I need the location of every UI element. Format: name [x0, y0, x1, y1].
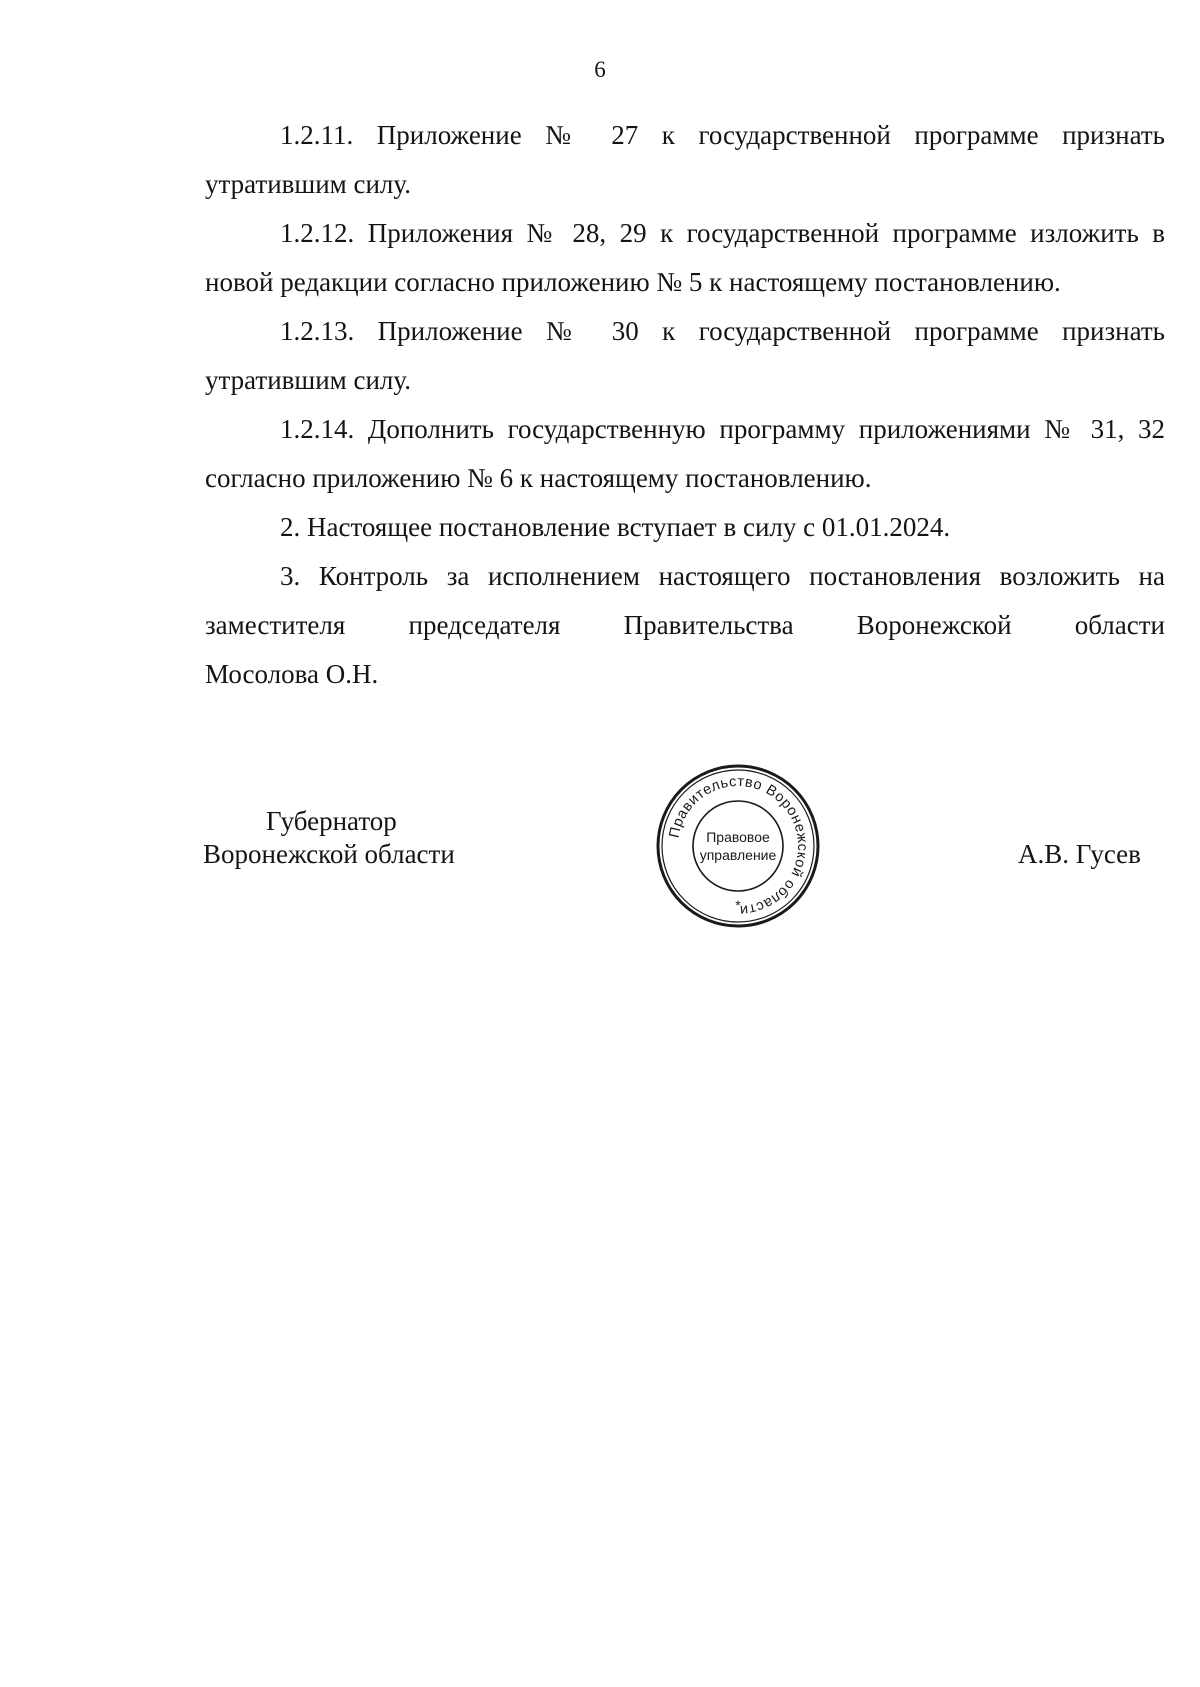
signatory-title — [203, 805, 455, 871]
stamp-star: * — [735, 897, 741, 913]
paragraph-2 — [205, 503, 1165, 552]
stamp-center-line1: Правовое — [706, 829, 770, 845]
paragraph-line: 2. Настоящее постановление вступает в силу с 01.01.2024. — [280, 512, 951, 542]
document-body — [205, 111, 1165, 699]
paragraph-line: утратившим силу. — [205, 169, 411, 199]
paragraph-1-2-12 — [205, 209, 1165, 307]
paragraph-1-2-14 — [205, 405, 1165, 503]
paragraph-line: 1.2.13. Приложение № 30 к государственной программе признать — [280, 316, 1165, 346]
paragraph-1-2-13 — [205, 307, 1165, 405]
paragraph-line: 3. Контроль за исполнением настоящего постановления возложить на — [280, 561, 1165, 591]
paragraph-line: 1.2.14. Дополнить государственную программу приложениями № 31, 32 — [280, 414, 1165, 444]
paragraph-line: 1.2.12. Приложения № 28, 29 к государственной программе изложить в — [280, 218, 1165, 248]
stamp-outer-text: Правительство Воронежской области — [666, 773, 811, 919]
paragraph-3 — [205, 552, 1165, 699]
signatory-title-line1: Губернатор — [266, 806, 397, 836]
page-number: 6 — [594, 57, 606, 82]
signatory-title-line2: Воронежской области — [203, 839, 455, 869]
paragraph-line: 1.2.11. Приложение № 27 к государственной программе признать — [280, 120, 1165, 150]
paragraph-line: новой редакции согласно приложению № 5 к настоящему постановлению. — [205, 267, 1061, 297]
paragraph-line: Мосолова О.Н. — [205, 659, 379, 689]
paragraph-line: утратившим силу. — [205, 365, 411, 395]
official-stamp — [654, 762, 822, 930]
stamp-center-line2: управление — [699, 847, 777, 863]
paragraph-line: заместителя председателя Правительства Воронежской области — [205, 610, 1165, 640]
paragraph-1-2-11 — [205, 111, 1165, 209]
paragraph-line: согласно приложению № 6 к настоящему постановлению. — [205, 463, 872, 493]
signatory-name: А.В. Гусев — [1018, 839, 1141, 869]
